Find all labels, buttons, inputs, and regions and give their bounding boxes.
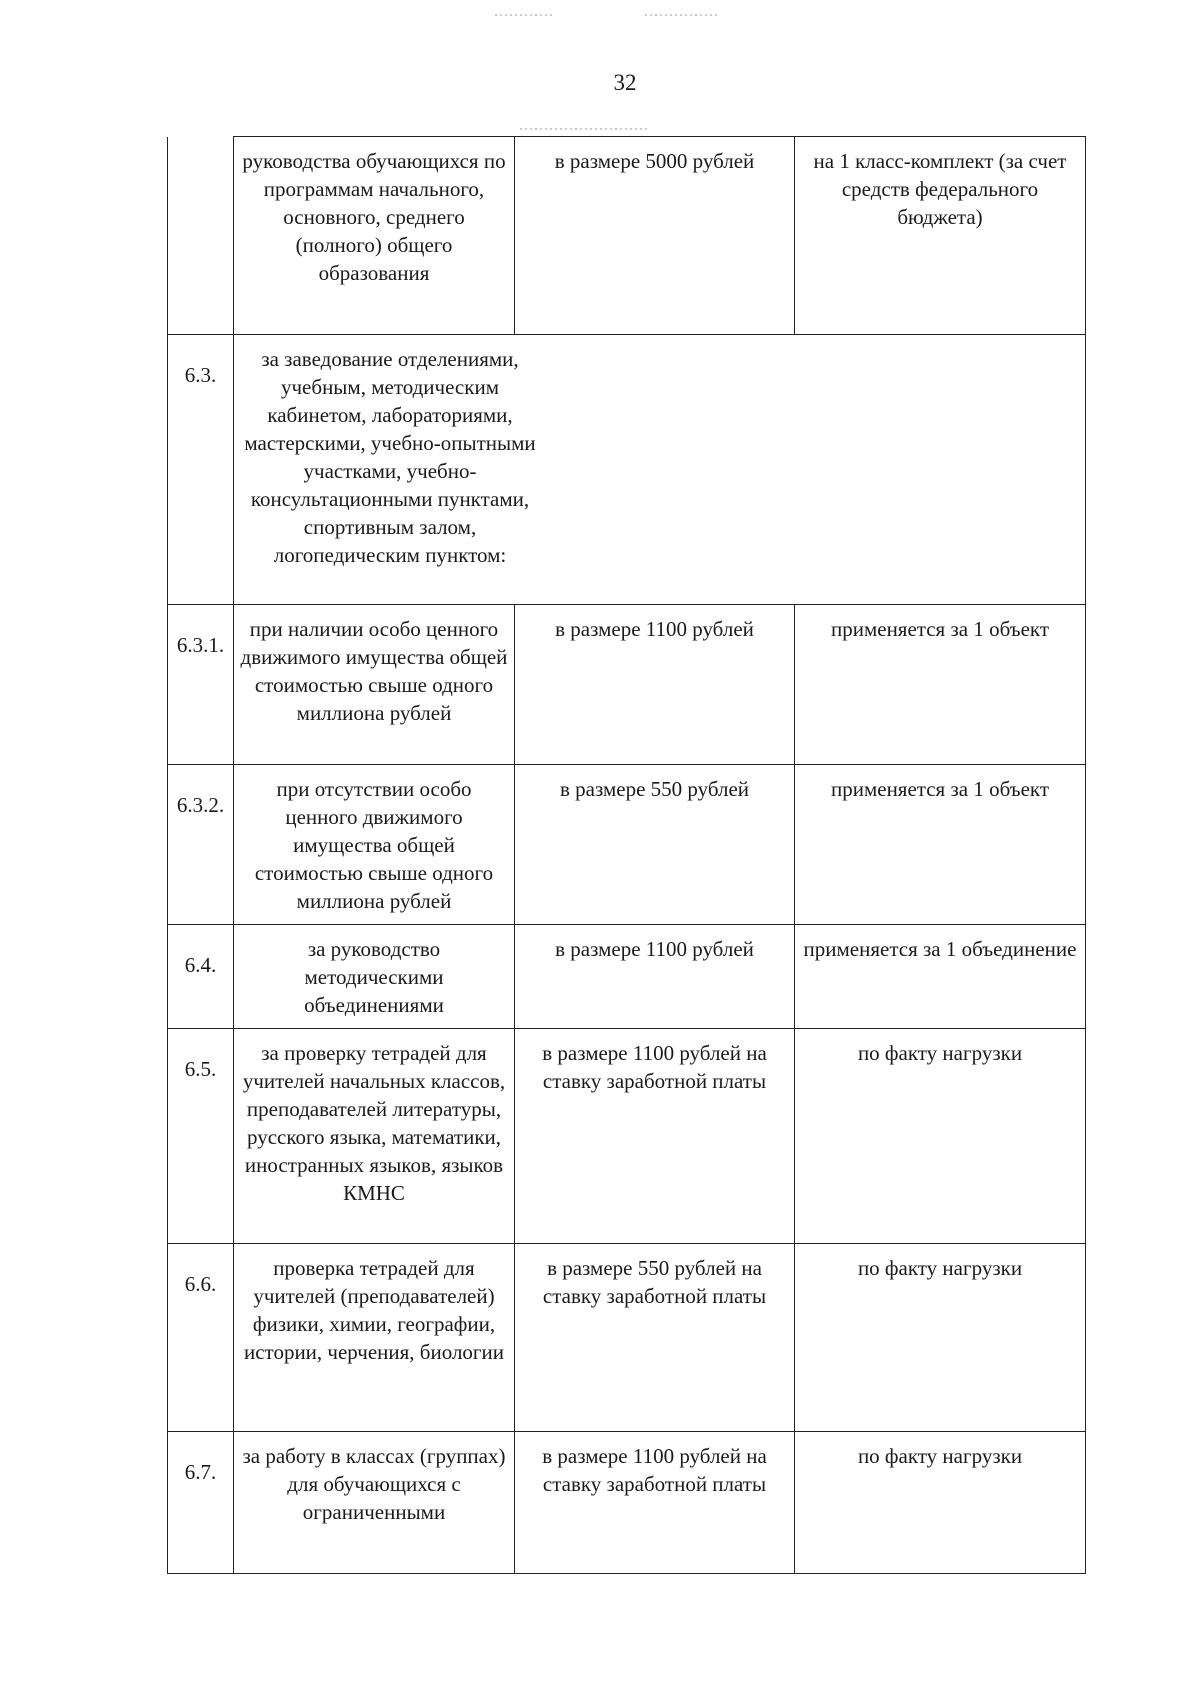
- row-number: 6.5.: [168, 1029, 234, 1244]
- table-row: [168, 335, 1086, 605]
- row-number: 6.3.1.: [168, 605, 234, 765]
- row-note: применяется за 1 объект: [795, 765, 1086, 925]
- row-description: при отсутствии особо ценного движимого имущества общей стоимостью свыше одного миллиона рублей: [234, 765, 515, 925]
- row-number: 6.3.: [168, 335, 234, 605]
- row-note: применяется за 1 объект: [795, 605, 1086, 765]
- table-row: [168, 1029, 1086, 1244]
- table-row: [168, 925, 1086, 1029]
- scan-noise-top-left: [495, 14, 555, 16]
- row-description: проверка тетрадей для учителей (преподавателей) физики, химии, географии, истории, черчения, биологии: [234, 1244, 515, 1432]
- row-amount: в размере 1100 рублей: [515, 605, 795, 765]
- row-number: 6.7.: [168, 1432, 234, 1574]
- row-amount: в размере 550 рублей на ставку заработной платы: [515, 1244, 795, 1432]
- table-row: [168, 605, 1086, 765]
- row-description: за руководство методическими объединениями: [234, 925, 515, 1029]
- row-amount: в размере 1100 рублей на ставку заработной платы: [515, 1029, 795, 1244]
- row-note: по факту нагрузки: [795, 1432, 1086, 1574]
- row-note: по факту нагрузки: [795, 1244, 1086, 1432]
- row-number: [168, 137, 234, 335]
- page-number: 32: [613, 70, 637, 95]
- allowance-table: [167, 136, 1086, 1574]
- table-row: [168, 1432, 1086, 1574]
- row-note: на 1 класс-комплект (за счет средств федерального бюджета): [795, 137, 1086, 335]
- scan-noise-top-right: [645, 14, 720, 16]
- table-row: [168, 765, 1086, 925]
- row-number: 6.4.: [168, 925, 234, 1029]
- row-amount: в размере 5000 рублей: [515, 137, 795, 335]
- row-note: по факту нагрузки: [795, 1029, 1086, 1244]
- row-description: при наличии особо ценного движимого имущества общей стоимостью свыше одного миллиона рублей: [234, 605, 515, 765]
- row-description-merged: [234, 335, 1086, 605]
- table-row: [168, 1244, 1086, 1432]
- row-amount: в размере 1100 рублей на ставку заработной платы: [515, 1432, 795, 1574]
- row-amount: в размере 550 рублей: [515, 765, 795, 925]
- row-number: 6.3.2.: [168, 765, 234, 925]
- scan-noise-under-number: [520, 128, 650, 130]
- row-description: руководства обучающихся по программам начального, основного, среднего (полного) общего образования: [234, 137, 515, 335]
- row-number: 6.6.: [168, 1244, 234, 1432]
- row-description: за заведование отделениями, учебным, методическим кабинетом, лабораториями, мастерскими, учебно-опытными участками, учебно-консультационными пунктами, спортивным залом, логопедическим пунктом:: [244, 347, 536, 567]
- row-description: за работу в классах (группах) для обучающихся с ограниченными: [234, 1432, 515, 1574]
- row-description: за проверку тетрадей для учителей начальных классов, преподавателей литературы, русского языка, математики, иностранных языков, языков КМНС: [234, 1029, 515, 1244]
- row-amount: в размере 1100 рублей: [515, 925, 795, 1029]
- table-row: [168, 137, 1086, 335]
- row-note: применяется за 1 объединение: [795, 925, 1086, 1029]
